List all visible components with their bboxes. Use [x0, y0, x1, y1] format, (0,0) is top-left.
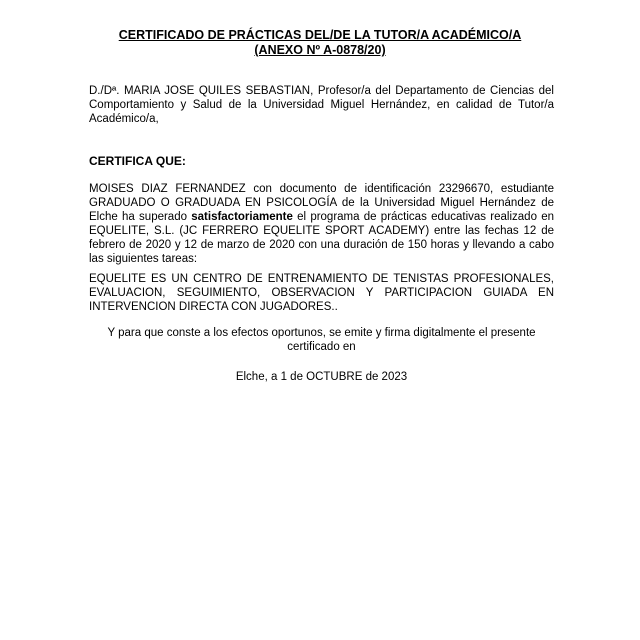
closing-line-1: Y para que conste a los efectos oportunos, se emite y firma digitalmente el presente [107, 327, 536, 339]
certification-body [89, 182, 554, 266]
body-text-bold: satisfactoriamente [191, 211, 293, 223]
closing-line-2: certificado en [287, 341, 356, 353]
certifica-heading: CERTIFICA QUE: [89, 154, 186, 168]
tasks-paragraph: EQUELITE ES UN CENTRO DE ENTRENAMIENTO DE TENISTAS PROFESIONALES, EVALUACION, SEGUIMIENTO, OBSERVACION Y PARTICIPACION GUIADA EN INTERVENCION DIRECTA CON JUGADORES.. [89, 273, 554, 313]
intro-paragraph: D./Dª. MARIA JOSE QUILES SEBASTIAN, Profesor/a del Departamento de Ciencias del Comportamiento y Salud de la Universidad Miguel Hernández, en calidad de Tutor/a Académico/a, [89, 85, 554, 125]
title-line-1: CERTIFICADO DE PRÁCTICAS DEL/DE LA TUTOR/A ACADÉMICO/A [118, 28, 522, 42]
body-text-end: el programa de prácticas educativas realizado en EQUELITE, S.L. (JC FERRERO EQUELITE SPORT ACADEMY) entre las fechas 12 de febrero de 2020 y 12 de marzo de 2020 con una duración de 150 horas y llevando a cabo las siguientes tareas: [89, 211, 554, 265]
body-text-start: MOISES DIAZ FERNANDEZ con documento de identificación 23296670, estudiante GRADUADO O GRADUADA EN PSICOLOGÍA de la Universidad Miguel Hernández de Elche ha superado [89, 183, 554, 223]
closing-statement [89, 326, 554, 354]
title-line-2: (ANEXO Nº A-0878/20) [254, 43, 386, 57]
certificate-title [80, 28, 560, 58]
place-and-date: Elche, a 1 de OCTUBRE de 2023 [235, 371, 408, 383]
